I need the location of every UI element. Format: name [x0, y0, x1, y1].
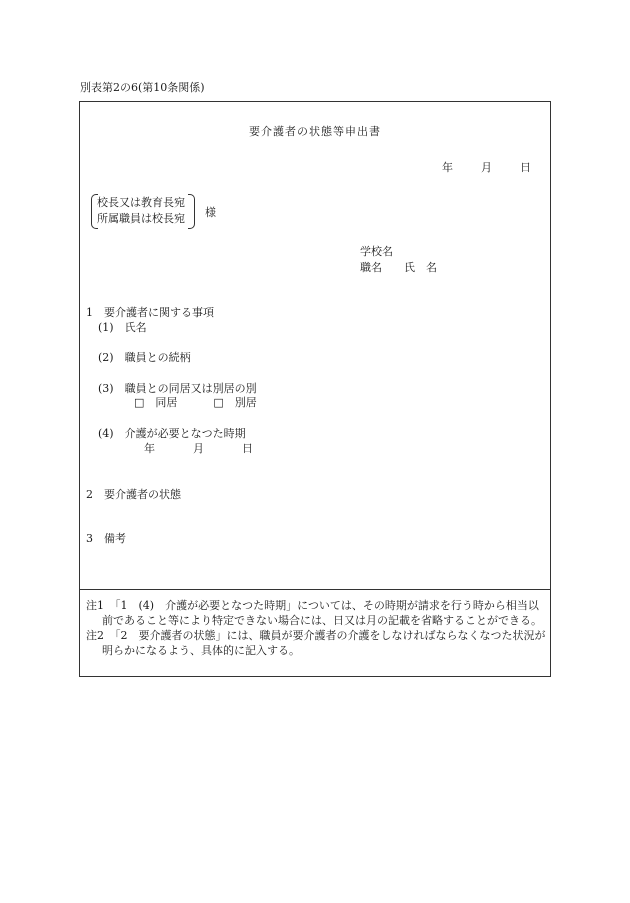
form-title: 要介護者の状態等申出書 — [249, 125, 381, 138]
section-2-heading: 2 要介護者の状態 — [86, 488, 181, 501]
section-1-heading: 1 要介護者に関する事項 — [86, 306, 214, 319]
date-day-label: 日 — [520, 161, 531, 174]
notes-block — [86, 598, 546, 658]
honorific: 様 — [205, 206, 216, 219]
care-year-label: 年 — [144, 442, 155, 455]
option-cohabiting[interactable]: □ 同居 — [134, 396, 178, 409]
date-year-label: 年 — [442, 161, 453, 174]
notes-divider — [80, 589, 550, 590]
name-label: 氏 名 — [404, 261, 437, 274]
note-2: 注2 「2 要介護者の状態」には、職員が要介護者の介護をしなければならなくなつた状況が明らかになるよう、具体的に記入する。 — [86, 629, 546, 657]
date-line — [442, 161, 531, 175]
item-4-care-start: (4) 介護が必要となつた時期 — [98, 427, 246, 440]
position-name-line — [360, 261, 437, 275]
item-2-relationship: (2) 職員との続柄 — [98, 351, 191, 364]
residence-options — [134, 396, 257, 410]
addressee-bracket — [91, 194, 195, 228]
form-reference: 別表第2の6(第10条関係) — [80, 81, 205, 94]
addressee-line-2: 所属職員は校長宛 — [97, 212, 185, 225]
care-day-label: 日 — [242, 442, 253, 455]
care-start-date-line — [144, 442, 253, 456]
section-3-heading: 3 備考 — [86, 532, 126, 545]
item-3-residence: (3) 職員との同居又は別居の別 — [98, 382, 257, 395]
school-name-label: 学校名 — [360, 245, 393, 258]
addressee-line-1: 校長又は教育長宛 — [97, 196, 185, 209]
option-separate[interactable]: □ 別居 — [213, 396, 257, 409]
form-frame — [79, 101, 551, 677]
left-bracket — [91, 194, 98, 229]
care-month-label: 月 — [193, 442, 204, 455]
position-label: 職名 — [360, 261, 382, 274]
date-month-label: 月 — [481, 161, 492, 174]
item-1-name: (1) 氏名 — [98, 321, 147, 334]
note-1: 注1 「1 (4) 介護が必要となつた時期」については、その時期が請求を行う時から相当以前であること等により特定できない場合には、日又は月の記載を省略することができる。 — [86, 599, 542, 627]
right-bracket — [188, 194, 195, 229]
